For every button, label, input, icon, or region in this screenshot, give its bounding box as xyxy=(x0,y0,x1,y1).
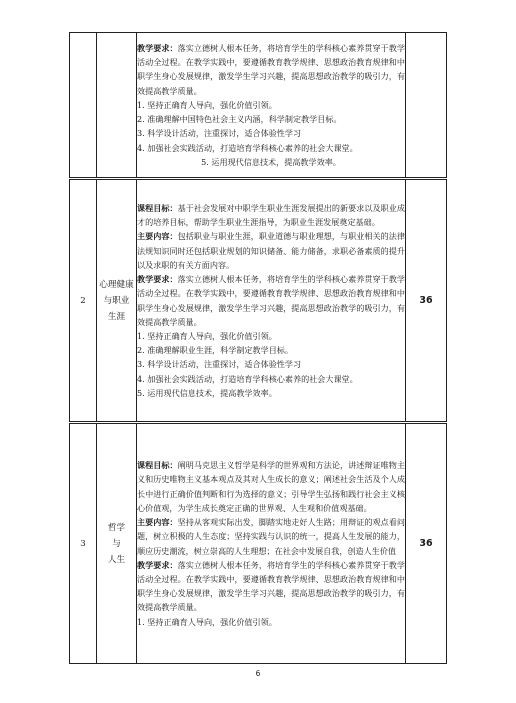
course-name-line: 人生 xyxy=(107,554,126,565)
block-heading: 教学要求： xyxy=(137,43,178,54)
list-item: 2. 准确理解中国特色社会主义内涵，科学制定教学目标。 xyxy=(137,114,342,125)
course-name-line: 生涯 xyxy=(107,311,126,322)
course-name-cell xyxy=(97,179,137,423)
teaching-requirements xyxy=(137,41,405,98)
list-item: 3. 科学设计活动，注重探讨，适合体验性学习 xyxy=(137,359,302,370)
page-number: 6 xyxy=(255,669,261,678)
course-number-cell: 3 xyxy=(70,423,97,664)
course-name-line: 与职业 xyxy=(103,295,130,306)
course-goal xyxy=(137,201,405,229)
block-heading: 教学要求： xyxy=(137,274,178,285)
course-name-line: 与 xyxy=(112,538,121,549)
table-row xyxy=(70,179,447,423)
course-goal xyxy=(137,458,405,515)
course-name-line: 心理健康 xyxy=(99,279,134,290)
teaching-requirements xyxy=(137,272,405,329)
course-content-cell xyxy=(137,423,406,664)
main-content xyxy=(137,229,405,272)
course-name-cell xyxy=(97,423,137,664)
table-row xyxy=(70,33,447,179)
list-item: 3. 科学设计活动，注重探讨，适合体验性学习 xyxy=(137,128,302,139)
list-item: 1. 坚持正确育人导向，强化价值引领。 xyxy=(137,616,277,627)
course-number-cell: 2 xyxy=(70,179,97,423)
block-text: 包括职业与职业生涯，职业道德与职业理想，与职业相关的法律法规知识同时还包括职业规划的知识储备、能力储备，求职必备素质的提升以及求职的有关方面内容。 xyxy=(137,231,405,270)
list-item: 4. 加强社会实践活动，打造培育学科核心素养的社会大课堂。 xyxy=(137,142,358,153)
block-text: 阐明马克思主义哲学是科学的世界观和方法论，讲述辩证唯物主义和历史唯物主义基本观点及其对人生成长的意义；阐述社会生活及个人成长中进行正确价值判断和行为选择的意义；引导学生弘扬和践行社会主义核心价值观，为学生成长奠定正确的世界观、人生观和价值观基础。 xyxy=(137,460,405,513)
course-content-cell xyxy=(137,179,406,423)
course-content-cell xyxy=(137,33,406,179)
block-heading: 主要内容： xyxy=(137,517,178,528)
course-name-line: 哲学 xyxy=(107,522,126,533)
block-heading: 主要内容： xyxy=(137,231,178,242)
course-name-cell xyxy=(97,33,137,179)
block-text: 落实立德树人根本任务，将培育学生的学科核心素养贯穿于教学活动全过程。在教学实践中，要遵循教育教学规律、思想政治教育规律和中职学生身心发展规律，激发学生学习兴趣，提高思想政治教学的吸引力，有效提高教学质量。 xyxy=(137,274,405,327)
list-item: 2. 准确理解职业生涯，科学制定教学目标。 xyxy=(137,345,293,356)
main-content xyxy=(137,515,405,558)
list-item: 1. 坚持正确育人导向，强化价值引领。 xyxy=(137,99,277,110)
course-hours-cell: 36 xyxy=(406,179,447,423)
teaching-requirements xyxy=(137,558,405,615)
block-heading: 课程目标： xyxy=(137,203,178,214)
list-item: 1. 坚持正确育人导向，强化价值引领。 xyxy=(137,330,277,341)
course-hours-cell: 36 xyxy=(406,423,447,664)
list-item: 4. 加强社会实践活动，打造培育学科核心素养的社会大课堂。 xyxy=(137,373,358,384)
block-text: 基于社会发展对中职学生职业生涯发展提出的新要求以及职业成才的培养目标，帮助学生职业生涯指导，为职业生涯发展奠定基础。 xyxy=(137,203,405,228)
course-number-cell xyxy=(70,33,97,179)
block-text: 坚持从客观实际出发，脚踏实地走好人生路；用辩证的观点看问题，树立积极的人生态度；坚持实践与认识的统一，提高人生发展的能力，顺应历史潮流，树立崇高的人生理想；在社会中发展自我，创造人生价值 xyxy=(137,517,405,556)
list-item: 5. 运用现代信息技术，提高教学效率。 xyxy=(137,387,277,398)
table-row xyxy=(70,423,447,664)
block-text: 落实立德树人根本任务，将培育学生的学科核心素养贯穿于教学活动全过程。在教学实践中，要遵循教育教学规律、思想政治教育规律和中职学生身心发展规律，激发学生学习兴趣，提高思想政治教学的吸引力，有效提高教学质量。 xyxy=(137,559,405,613)
list-item: 5. 运用现代信息技术，提高教学效率。 xyxy=(201,156,341,167)
block-text: 落实立德树人根本任务，将培育学生的学科核心素养贯穿于教学活动全过程。在教学实践中，要遵循教育教学规律、思想政治教育规律和中职学生身心发展规律，激发学生学习兴趣，提高思想政治教学的吸引力，有效提高教学质量。 xyxy=(137,43,405,96)
block-heading: 课程目标： xyxy=(137,460,178,471)
block-heading: 教学要求： xyxy=(137,559,178,570)
course-table xyxy=(69,32,447,664)
course-hours-cell xyxy=(406,33,447,179)
